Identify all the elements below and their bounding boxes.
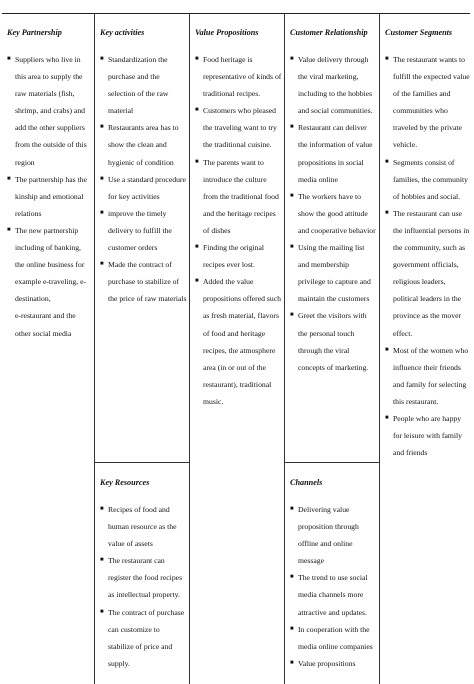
list-item: ■ Greet the visitors with the personal touch through the viral concepts of marketing.	[290, 307, 377, 375]
bullet-icon: ■	[290, 192, 294, 199]
key-resources-heading: Key Resources	[100, 478, 150, 487]
bullet-icon: ■	[290, 244, 294, 251]
list-item: ■ The contract of purchase can customize to stabilize of price and supply.	[100, 604, 187, 672]
customer-relationship-list	[290, 51, 377, 376]
bullet-icon: ■	[100, 608, 104, 615]
value-propositions-list	[195, 51, 282, 410]
key-activities-list	[100, 51, 187, 307]
list-item: ■ Restaurants area has to show the clean and hygienic of condition	[100, 119, 187, 170]
key-partnership-cell	[2, 13, 94, 342]
bullet-icon: ■	[195, 244, 199, 251]
list-item: ■ The trend to use social media channels more attractive and updates.	[290, 569, 377, 620]
value-propositions-heading: Value Propositions	[195, 28, 259, 37]
list-item: ■ Suppliers who live in this area to supply the raw materials (fish, shrimp, and crabs) and add the other suppliers from the outside of this region	[7, 51, 92, 171]
bullet-icon: ■	[7, 56, 11, 62]
bullet-icon: ■	[385, 209, 389, 216]
list-item: ■ Value propositions	[290, 655, 377, 672]
list-item: ■ The partnership has the kinship and emotional relations	[7, 171, 92, 222]
list-item: ■ Most of the women who influence their friends and family for selecting this restaurant.	[385, 342, 470, 410]
list-item: ■ Value delivery through the viral marketing, including to the hobbies and social communities.	[290, 51, 377, 119]
bullet-icon: ■	[195, 107, 199, 114]
list-item: ■ improve the timely delivery to fulfill the customer orders	[100, 205, 187, 256]
bullet-icon: ■	[290, 56, 294, 62]
list-item: ■ Standardization the purchase and the selection of the raw material	[100, 51, 187, 119]
list-item: ■ Food heritage is representative of kinds of traditional recipes.	[195, 51, 282, 102]
bullet-icon: ■	[385, 158, 389, 165]
list-item: e-restaurant and the other social media	[15, 311, 76, 338]
list-item: ■ The new partnership including of banking, the online business for example e-traveling, e-destination,	[7, 222, 92, 307]
value-propositions-cell	[190, 13, 284, 410]
list-item: ■ Segments consist of families, the community of hobbies and social.	[385, 154, 470, 205]
list-item: ■ Customers who pleased the traveling want to try the traditional cuisine.	[195, 102, 282, 153]
list-item: ■ Finding the original recipes ever lost.	[195, 239, 282, 273]
list-item: ■ The restaurant can use the influential persons in the community, such as government officials, religious leaders, political leaders in the province as the mover effect.	[385, 205, 470, 342]
bullet-icon: ■	[195, 158, 199, 165]
customer-relationship-heading: Customer Relationship	[290, 28, 368, 37]
customer-segments-heading: Customer Segments	[385, 28, 453, 37]
customer-segments-cell	[380, 13, 472, 461]
key-resources-list	[100, 501, 187, 672]
key-partnership-heading: Key Partnership	[7, 28, 62, 37]
customer-relationship-cell	[285, 13, 379, 376]
key-activities-heading: Key activities	[100, 28, 145, 37]
bullet-icon: ■	[290, 506, 294, 512]
key-resources-cell	[95, 463, 189, 672]
bullet-icon: ■	[7, 226, 11, 233]
bullet-icon: ■	[100, 56, 104, 62]
list-item: ■ The workers have to show the good attitude and cooperative behavior	[290, 188, 377, 239]
bullet-icon: ■	[100, 175, 104, 182]
bullet-icon: ■	[385, 414, 389, 421]
bullet-icon: ■	[7, 175, 11, 182]
list-item: ■ In cooperation with the media online companies	[290, 621, 377, 655]
bullet-icon: ■	[100, 557, 104, 564]
bullet-icon: ■	[100, 124, 104, 131]
bullet-icon: ■	[100, 506, 104, 512]
bullet-icon: ■	[100, 209, 104, 216]
list-item: ■ Made the contract of purchase to stabilize of the price of raw materials	[100, 256, 187, 307]
bullet-icon: ■	[100, 261, 104, 268]
list-item: ■ Use a standard procedure for key activities	[100, 171, 187, 205]
list-item: ■ Added the value propositions offered such as fresh material, flavors of food and heritage recipes, the atmosphere area (in or out of the restaurant), traditional music.	[195, 273, 282, 410]
list-item: ■ Restaurant can deliver the information of value propositions in social media online	[290, 119, 377, 187]
bullet-icon: ■	[290, 659, 294, 666]
key-partnership-list	[7, 51, 92, 342]
bullet-icon: ■	[290, 625, 294, 632]
bullet-icon: ■	[290, 574, 294, 581]
bullet-icon: ■	[385, 346, 389, 353]
list-item: ■ The parents want to introduce the culture from the traditional food and the heritage recipes of dishes	[195, 154, 282, 239]
list-item: ■ Using the mailing list and membership privilege to capture and maintain the customers	[290, 239, 377, 307]
bullet-icon: ■	[195, 56, 199, 62]
bullet-icon: ■	[385, 56, 389, 62]
bullet-icon: ■	[290, 124, 294, 131]
key-activities-cell	[95, 13, 189, 307]
bullet-icon: ■	[290, 312, 294, 319]
list-item: ■ Delivering value proposition through offline and online message	[290, 501, 377, 569]
list-item: ■ The restaurant wants to fulfill the expected value of the families and communities who traveled by the private vehicle.	[385, 51, 470, 154]
list-item: ■ People who are happy for leisure with family and friends	[385, 410, 470, 461]
channels-cell	[285, 463, 379, 672]
bullet-icon: ■	[195, 278, 199, 285]
channels-heading: Channels	[290, 478, 323, 487]
list-item: ■ Recipes of food and human resource as the value of assets	[100, 501, 187, 552]
channels-list	[290, 501, 377, 672]
customer-segments-list	[385, 51, 470, 461]
list-item: ■ The restaurant can register the food recipes as intellectual property.	[100, 552, 187, 603]
